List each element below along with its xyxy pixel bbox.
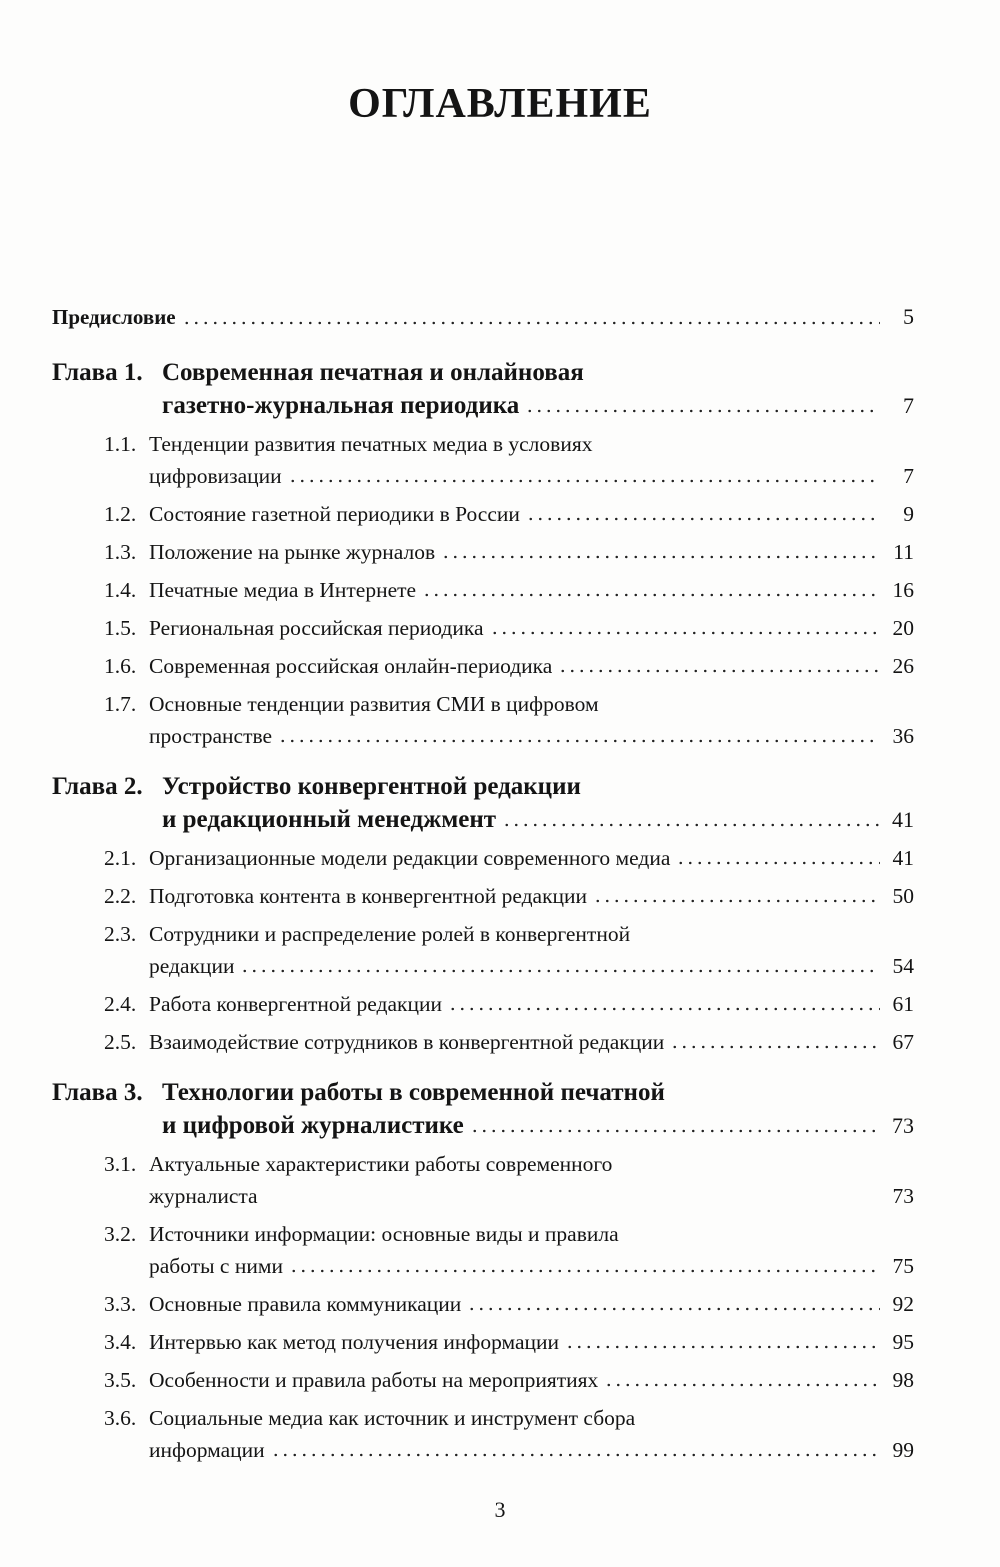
dot-leader — [525, 409, 880, 413]
dot-leader — [182, 321, 880, 325]
section-number: 3.3. — [104, 1292, 137, 1316]
dot-leader — [670, 1045, 880, 1049]
entry-page: 5 — [903, 304, 914, 329]
section-1-4 — [52, 574, 914, 606]
section-1-5 — [52, 612, 914, 644]
dot-leader — [526, 517, 880, 521]
section-page: 61 — [892, 992, 914, 1016]
section-page: 9 — [903, 502, 914, 526]
chapter-1 — [52, 356, 914, 422]
dot-leader — [240, 969, 880, 973]
section-page: 92 — [892, 1292, 914, 1316]
section-title-line: Источники информации: основные виды и правила — [149, 1222, 619, 1246]
dot-leader — [467, 1307, 880, 1311]
section-number: 2.4. — [104, 992, 137, 1016]
dot-leader — [558, 669, 880, 673]
section-page: 11 — [893, 540, 914, 564]
chapter-title-line: Современная печатная и онлайновая — [162, 359, 584, 386]
dot-leader — [502, 823, 880, 827]
toc-entry-preface — [52, 300, 914, 334]
chapter-label: Глава 3. — [52, 1079, 143, 1106]
section-title-line: Социальные медиа как источник и инструмент сбора — [149, 1406, 636, 1430]
dot-leader — [288, 479, 880, 483]
section-2-4 — [52, 988, 914, 1020]
entry-title: Предисловие — [52, 305, 176, 329]
section-title-line: редакции — [149, 954, 235, 978]
section-page: 41 — [892, 846, 914, 870]
section-page: 54 — [892, 954, 914, 978]
section-page: 67 — [892, 1030, 914, 1054]
dot-leader — [278, 739, 880, 743]
section-title-line: Тенденции развития печатных медиа в условиях — [149, 432, 593, 456]
page-title: ОГЛАВЛЕНИЕ — [348, 81, 652, 127]
section-title-line: пространстве — [149, 724, 273, 748]
section-number: 3.1. — [104, 1152, 137, 1176]
chapter-title-line: Технологии работы в современной печатной — [162, 1079, 665, 1106]
section-number: 1.1. — [104, 432, 137, 456]
section-title-line: Особенности и правила работы на мероприятиях — [149, 1368, 599, 1392]
section-3-4 — [52, 1326, 914, 1358]
section-title-line: Взаимодействие сотрудников в конвергентной редакции — [149, 1030, 665, 1054]
section-1-1 — [52, 428, 914, 492]
section-1-7 — [52, 688, 914, 752]
section-title-line: Основные тенденции развития СМИ в цифровом — [149, 692, 599, 716]
section-title-line: цифровизации — [149, 464, 282, 488]
section-title-line: Печатные медиа в Интернете — [149, 578, 417, 602]
chapter-title-line: и редакционный менеджмент — [162, 806, 497, 833]
dot-leader — [441, 555, 880, 559]
section-1-2 — [52, 498, 914, 530]
dot-leader — [289, 1269, 880, 1273]
section-title-line: Региональная российская периодика — [149, 616, 484, 640]
section-title-line: Состояние газетной периодики в России — [149, 502, 520, 526]
section-title-line: журналиста — [149, 1184, 258, 1208]
section-number: 3.4. — [104, 1330, 137, 1354]
section-number: 3.6. — [104, 1406, 137, 1430]
section-1-6 — [52, 650, 914, 682]
section-title-line: информации — [149, 1438, 265, 1462]
section-number: 1.7. — [104, 692, 137, 716]
chapter-label: Глава 2. — [52, 773, 143, 800]
section-number: 2.2. — [104, 884, 137, 908]
dot-leader — [271, 1453, 880, 1457]
section-number: 1.4. — [104, 578, 137, 602]
chapter-2 — [52, 770, 914, 836]
section-3-2 — [52, 1218, 914, 1282]
section-page: 75 — [892, 1254, 914, 1278]
chapter-label: Глава 1. — [52, 359, 143, 386]
section-page: 7 — [903, 464, 914, 488]
dot-leader — [422, 593, 880, 597]
section-3-1 — [52, 1148, 914, 1212]
section-title-line: Современная российская онлайн-периодика — [149, 654, 553, 678]
section-number: 1.6. — [104, 654, 137, 678]
section-title-line: Работа конвергентной редакции — [149, 992, 442, 1016]
section-title-line: Сотрудники и распределение ролей в конвергентной — [149, 922, 631, 946]
table-of-contents — [52, 300, 914, 1466]
section-title-line: Подготовка контента в конвергентной редакции — [149, 884, 588, 908]
section-3-3 — [52, 1288, 914, 1320]
section-number: 1.3. — [104, 540, 137, 564]
section-page: 50 — [892, 884, 914, 908]
section-page: 73 — [892, 1184, 914, 1208]
section-number: 1.5. — [104, 616, 137, 640]
section-title-line: Основные правила коммуникации — [149, 1292, 462, 1316]
section-1-3 — [52, 536, 914, 568]
section-page: 36 — [892, 724, 914, 748]
section-2-3 — [52, 918, 914, 982]
dot-leader — [565, 1345, 880, 1349]
section-number: 2.5. — [104, 1030, 137, 1054]
section-number: 3.2. — [104, 1222, 137, 1246]
section-page: 16 — [892, 578, 914, 602]
dot-leader — [593, 899, 880, 903]
section-page: 26 — [892, 654, 914, 678]
section-number: 1.2. — [104, 502, 137, 526]
section-2-2 — [52, 880, 914, 912]
section-3-6 — [52, 1402, 914, 1466]
dot-leader — [604, 1383, 880, 1387]
section-2-5 — [52, 1026, 914, 1058]
section-number: 2.3. — [104, 922, 137, 946]
section-2-1 — [52, 842, 914, 874]
section-title-line: Положение на рынке журналов — [149, 540, 436, 564]
chapter-title-line: и цифровой журналистике — [162, 1112, 464, 1139]
dot-leader — [470, 1129, 880, 1133]
section-page: 20 — [892, 616, 914, 640]
chapter-page: 41 — [892, 807, 914, 832]
chapter-page: 73 — [892, 1113, 914, 1138]
dot-leader — [264, 1199, 880, 1203]
chapter-title-line: Устройство конвергентной редакции — [162, 773, 581, 800]
section-page: 99 — [892, 1438, 914, 1462]
section-number: 2.1. — [104, 846, 137, 870]
section-page: 95 — [892, 1330, 914, 1354]
chapter-page: 7 — [903, 393, 914, 418]
chapter-3 — [52, 1076, 914, 1142]
section-page: 98 — [892, 1368, 914, 1392]
section-number: 3.5. — [104, 1368, 137, 1392]
section-3-5 — [52, 1364, 914, 1396]
page-number: 3 — [494, 1497, 506, 1522]
dot-leader — [676, 861, 880, 865]
dot-leader — [490, 631, 880, 635]
section-title-line: работы с ними — [149, 1254, 283, 1278]
section-title-line: Организационные модели редакции современного медиа — [149, 846, 671, 870]
dot-leader — [448, 1007, 880, 1011]
section-title-line: Интервью как метод получения информации — [149, 1330, 560, 1354]
section-title-line: Актуальные характеристики работы современного — [149, 1152, 613, 1176]
chapter-title-line: газетно-журнальная периодика — [162, 392, 520, 419]
